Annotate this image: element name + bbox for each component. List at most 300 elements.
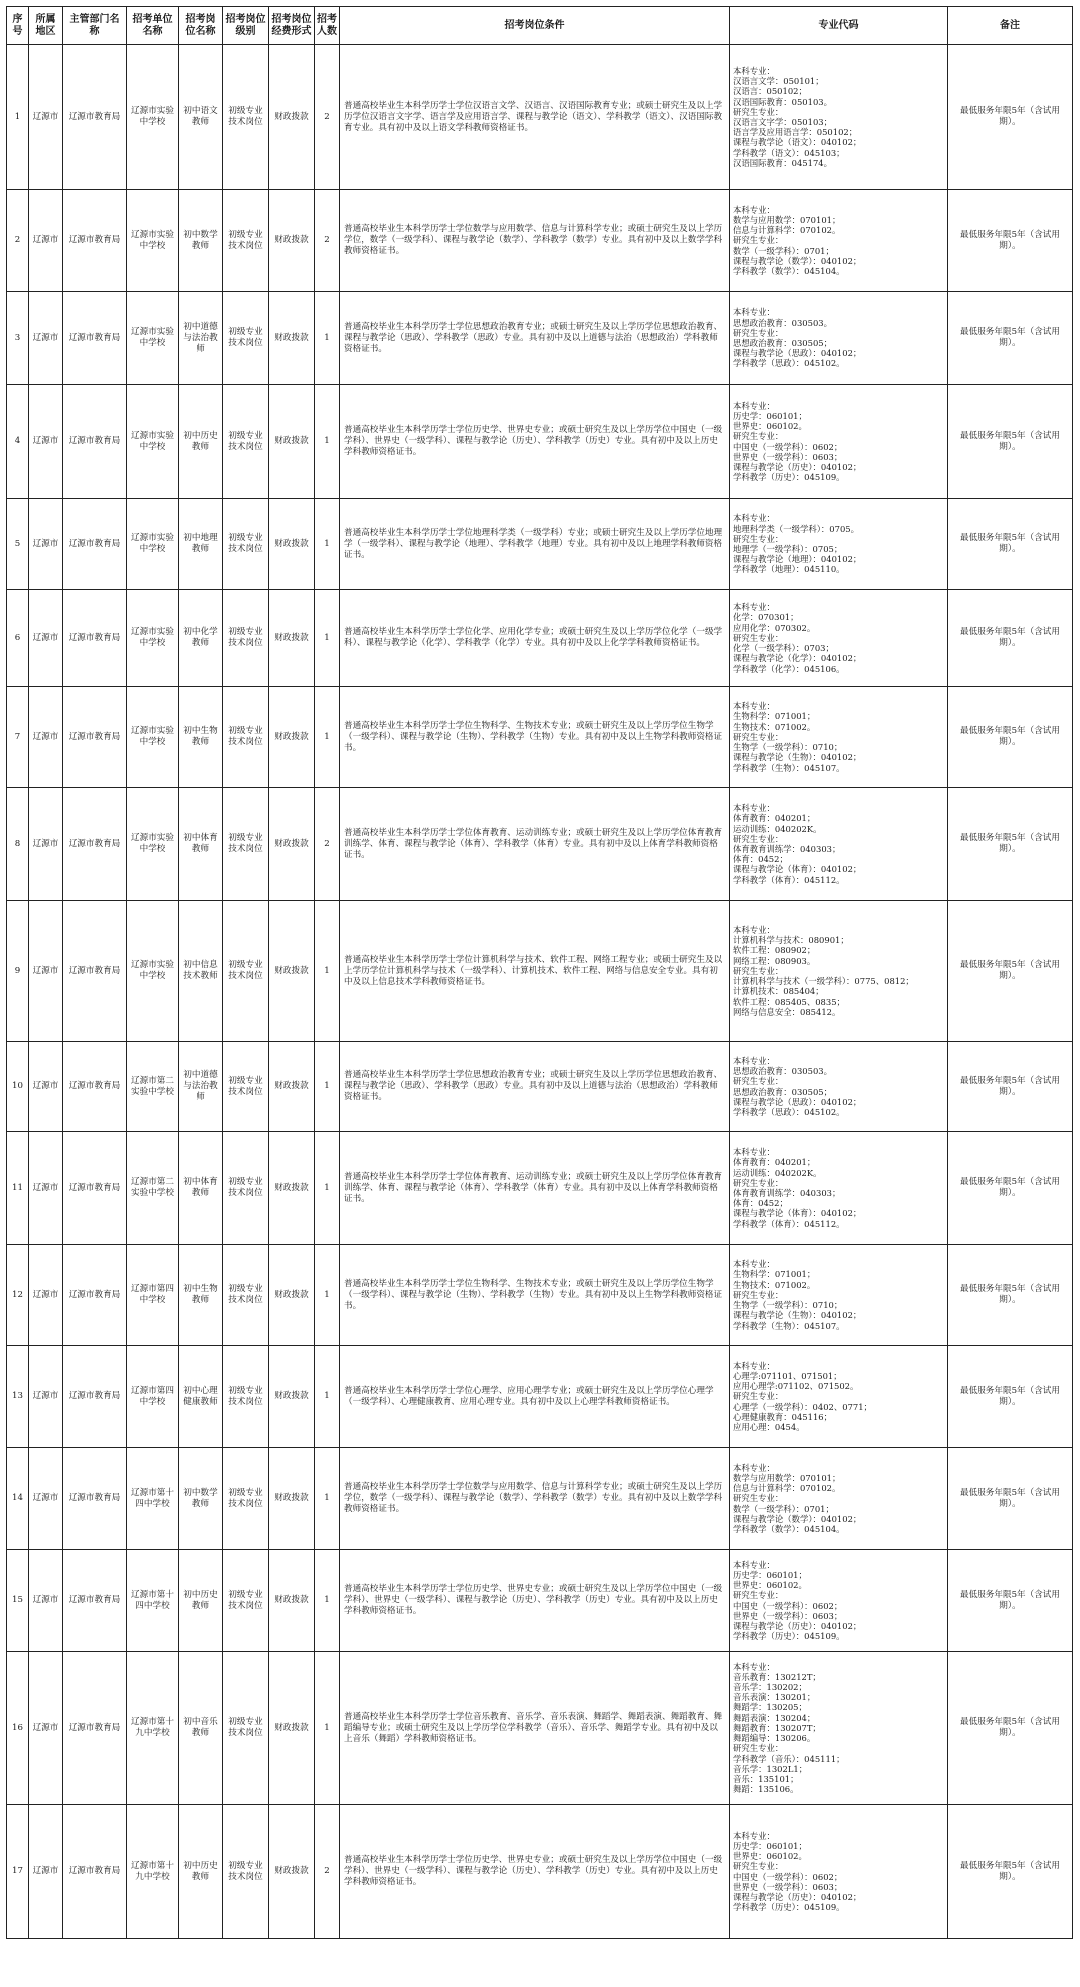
code-line: 体育教育：040201； <box>733 1157 816 1168</box>
cell-post: 初中生物教师 <box>179 1245 223 1346</box>
code-line: 中国史（一级学科）：0602； <box>733 1600 843 1611</box>
cell-codes <box>730 1346 948 1448</box>
code-line: 信息与计算科学：070102。 <box>733 225 841 236</box>
code-line: 研究生专业： <box>733 533 784 544</box>
code-line: 本科专业： <box>733 65 775 76</box>
code-line: 研究生专业： <box>733 1076 784 1087</box>
cell-funding: 财政拨款 <box>269 1805 315 1939</box>
cell-no: 1 <box>7 45 29 190</box>
code-line: 汉语言文学：050101； <box>733 76 824 87</box>
cell-post: 初中生物教师 <box>179 687 223 788</box>
code-line: 运动训练：040202K。 <box>733 823 822 834</box>
cell-dept: 辽源市教育局 <box>63 499 127 590</box>
table-row <box>7 1346 1073 1448</box>
cell-dept: 辽源市教育局 <box>63 590 127 687</box>
code-line: 音乐学：1302L1； <box>733 1763 808 1774</box>
cell-dept: 辽源市教育局 <box>63 901 127 1042</box>
code-line: 运动训练：040202K。 <box>733 1167 822 1178</box>
cell-level: 初级专业技术岗位 <box>223 1550 269 1652</box>
cell-level: 初级专业技术岗位 <box>223 687 269 788</box>
code-line: 研究生专业： <box>733 1861 784 1872</box>
code-line: 体育教育：040201； <box>733 813 816 824</box>
code-line: 汉语言文字学：050103； <box>733 117 832 127</box>
cell-level: 初级专业技术岗位 <box>223 1652 269 1805</box>
cell-level: 初级专业技术岗位 <box>223 1805 269 1939</box>
cell-codes <box>730 1652 948 1805</box>
cell-unit: 辽源市第四中学校 <box>127 1346 179 1448</box>
cell-dept: 辽源市教育局 <box>63 45 127 190</box>
code-line: 历史学：060101； <box>733 1840 807 1851</box>
cell-dept: 辽源市教育局 <box>63 788 127 901</box>
cell-remark: 最低服务年限5年（含试用期）。 <box>948 788 1073 901</box>
cell-funding: 财政拨款 <box>269 901 315 1042</box>
code-line: 应用心理：0454。 <box>733 1422 805 1432</box>
cell-no: 9 <box>7 901 29 1042</box>
code-line: 历史学：060101； <box>733 410 807 421</box>
code-line: 本科专业： <box>733 1830 775 1841</box>
cell-unit: 辽源市实验中学校 <box>127 901 179 1042</box>
code-line: 体育：0452； <box>733 1198 788 1209</box>
header-dept: 主管部门名称 <box>63 7 127 45</box>
cell-region: 辽源市 <box>29 385 63 499</box>
code-line: 学科教学（数学）：045104。 <box>733 266 845 276</box>
cell-codes <box>730 788 948 901</box>
cell-dept: 辽源市教育局 <box>63 1245 127 1346</box>
code-line: 课程与教学论（历史）：040102； <box>733 1891 862 1902</box>
cell-count: 1 <box>315 1346 340 1448</box>
cell-conditions: 普通高校毕业生本科学历学士学位思想政治教育专业；或硕士研究生及以上学历学位思想政治教育、课程与教学论（思政）、学科教学（思政）专业。具有初中及以上道德与法治（思想政治）学科教师资格证书。 <box>340 292 730 385</box>
code-line: 语言学及应用语言学：050102； <box>733 127 858 138</box>
code-line: 舞蹈表演：130204； <box>733 1712 816 1723</box>
cell-no: 5 <box>7 499 29 590</box>
code-line: 学科教学（体育）：045112。 <box>733 1218 845 1229</box>
table-row <box>7 385 1073 499</box>
code-line: 应用心理学:071102、071502。 <box>733 1381 859 1392</box>
cell-funding: 财政拨款 <box>269 687 315 788</box>
cell-level: 初级专业技术岗位 <box>223 190 269 292</box>
cell-post: 初中道德与法治教师 <box>179 292 223 385</box>
cell-dept: 辽源市教育局 <box>63 292 127 385</box>
cell-funding: 财政拨款 <box>269 590 315 687</box>
code-line: 研究生专业： <box>733 632 784 643</box>
cell-region: 辽源市 <box>29 292 63 385</box>
cell-post: 初中体育教师 <box>179 1132 223 1245</box>
table-row <box>7 45 1073 190</box>
cell-region: 辽源市 <box>29 1805 63 1939</box>
table-row <box>7 1550 1073 1652</box>
cell-codes <box>730 901 948 1042</box>
cell-conditions: 普通高校毕业生本科学历学士学位化学、应用化学专业；或硕士研究生及以上学历学位化学（一级学科）、课程与教学论（化学）、学科教学（化学）专业。具有初中及以上化学学科教师资格证书。 <box>340 590 730 687</box>
code-line: 课程与教学论（体育）：040102； <box>733 1208 862 1219</box>
code-line: 研究生专业： <box>733 731 784 742</box>
cell-level: 初级专业技术岗位 <box>223 292 269 385</box>
cell-funding: 财政拨款 <box>269 1346 315 1448</box>
code-line: 本科专业： <box>733 1147 775 1158</box>
cell-level: 初级专业技术岗位 <box>223 1245 269 1346</box>
cell-level: 初级专业技术岗位 <box>223 1346 269 1448</box>
cell-count: 1 <box>315 1245 340 1346</box>
code-line: 地理学（一级学科）：0705； <box>733 544 843 554</box>
code-line: 研究生专业： <box>733 1177 784 1188</box>
cell-level: 初级专业技术岗位 <box>223 590 269 687</box>
cell-level: 初级专业技术岗位 <box>223 1448 269 1550</box>
code-line: 研究生专业： <box>733 1743 784 1754</box>
cell-dept: 辽源市教育局 <box>63 190 127 292</box>
code-line: 本科专业： <box>733 513 775 524</box>
code-line: 体育教育训练学：040303； <box>733 844 841 854</box>
code-line: 音乐表演：130201； <box>733 1692 816 1703</box>
code-line: 课程与教学论（历史）：040102； <box>733 1620 862 1631</box>
cell-post: 初中心理健康教师 <box>179 1346 223 1448</box>
cell-no: 14 <box>7 1448 29 1550</box>
cell-count: 1 <box>315 687 340 788</box>
table-row <box>7 687 1073 788</box>
code-line: 世界史：060102。 <box>733 1851 807 1862</box>
cell-level: 初级专业技术岗位 <box>223 385 269 499</box>
cell-region: 辽源市 <box>29 1448 63 1550</box>
cell-post: 初中体育教师 <box>179 788 223 901</box>
cell-funding: 财政拨款 <box>269 1042 315 1132</box>
table-row <box>7 1132 1073 1245</box>
cell-remark: 最低服务年限5年（含试用期）。 <box>948 292 1073 385</box>
header-unit: 招考单位名称 <box>127 7 179 45</box>
code-line: 体育：0452； <box>733 854 788 865</box>
code-line: 研究生专业： <box>733 833 784 844</box>
cell-unit: 辽源市实验中学校 <box>127 292 179 385</box>
recruitment-table <box>6 6 1073 1939</box>
cell-count: 1 <box>315 385 340 499</box>
code-line: 世界史：060102。 <box>733 421 807 432</box>
cell-remark: 最低服务年限5年（含试用期）。 <box>948 687 1073 788</box>
cell-unit: 辽源市第十四中学校 <box>127 1448 179 1550</box>
code-line: 课程与教学论（地理）：040102； <box>733 554 862 565</box>
cell-conditions: 普通高校毕业生本科学历学士学位体育教育、运动训练专业；或硕士研究生及以上学历学位体育教育训练学、体育、课程与教学论（体育）、学科教学（体育）专业。具有初中及以上体育学科教师资格证书。 <box>340 1132 730 1245</box>
code-line: 化学：070301； <box>733 612 799 623</box>
cell-codes <box>730 590 948 687</box>
code-line: 研究生专业： <box>733 1493 784 1504</box>
cell-codes <box>730 190 948 292</box>
cell-no: 4 <box>7 385 29 499</box>
cell-remark: 最低服务年限5年（含试用期）。 <box>948 45 1073 190</box>
code-line: 世界史（一级学科）：0603； <box>733 1610 843 1621</box>
code-line: 学科教学（历史）：045109。 <box>733 1902 845 1913</box>
table-body <box>7 45 1073 1939</box>
code-line: 学科教学（思政）：045102。 <box>733 358 845 369</box>
table-row <box>7 1805 1073 1939</box>
code-line: 学科教学（生物）：045107。 <box>733 1320 845 1331</box>
cell-region: 辽源市 <box>29 45 63 190</box>
code-line: 本科专业： <box>733 925 775 936</box>
cell-count: 1 <box>315 1550 340 1652</box>
cell-funding: 财政拨款 <box>269 385 315 499</box>
cell-dept: 辽源市教育局 <box>63 385 127 499</box>
code-line: 世界史（一级学科）：0603； <box>733 451 843 462</box>
table-header <box>7 7 1073 45</box>
cell-remark: 最低服务年限5年（含试用期）。 <box>948 1245 1073 1346</box>
cell-remark: 最低服务年限5年（含试用期）。 <box>948 1346 1073 1448</box>
cell-remark: 最低服务年限5年（含试用期）。 <box>948 590 1073 687</box>
code-line: 研究生专业： <box>733 327 784 338</box>
code-line: 本科专业： <box>733 400 775 411</box>
cell-post: 初中语文教师 <box>179 45 223 190</box>
code-line: 本科专业： <box>733 701 775 712</box>
code-line: 心理学:071101、071501； <box>733 1370 842 1381</box>
code-line: 本科专业： <box>733 1055 775 1066</box>
cell-unit: 辽源市第四中学校 <box>127 1245 179 1346</box>
code-line: 心理健康教育：045116； <box>733 1411 832 1422</box>
cell-region: 辽源市 <box>29 190 63 292</box>
cell-codes <box>730 45 948 190</box>
cell-conditions: 普通高校毕业生本科学历学士学位历史学、世界史专业；或硕士研究生及以上学历学位中国史（一级学科）、世界史（一级学科）、课程与教学论（历史）、学科教学（历史）专业。具有初中及以上历史学科教师资格证书。 <box>340 385 730 499</box>
cell-codes <box>730 1550 948 1652</box>
code-line: 研究生专业： <box>733 1391 784 1402</box>
code-line: 汉语国际教育：045174。 <box>733 157 832 168</box>
code-line: 网络工程：080903。 <box>733 955 816 966</box>
cell-conditions: 普通高校毕业生本科学历学士学位汉语言文学、汉语言、汉语国际教育专业；或硕士研究生及以上学历学位汉语言文字学、语言学及应用语言学、课程与教学论（语文）、学科教学（语文）、汉语国际教育专业。具有初中及以上语文学科教师资格证书。 <box>340 45 730 190</box>
code-line: 课程与教学论（数学）：040102； <box>733 255 862 266</box>
table-row <box>7 1245 1073 1346</box>
cell-post: 初中信息技术教师 <box>179 901 223 1042</box>
cell-conditions: 普通高校毕业生本科学历学士学位音乐教育、音乐学、音乐表演、舞蹈学、舞蹈表演、舞蹈教育、舞蹈编导专业；或硕士研究生及以上学历学位学科教学（音乐）、音乐学、舞蹈学专业。具有初中及以上音乐（舞蹈）学科教师资格证书。 <box>340 1652 730 1805</box>
cell-dept: 辽源市教育局 <box>63 1042 127 1132</box>
cell-funding: 财政拨款 <box>269 1132 315 1245</box>
code-line: 学科教学（音乐）：045111； <box>733 1753 845 1764</box>
code-line: 本科专业： <box>733 1559 775 1570</box>
code-line: 舞蹈学：130205； <box>733 1702 807 1713</box>
code-line: 课程与教学论（化学）：040102； <box>733 653 862 664</box>
cell-codes <box>730 1805 948 1939</box>
cell-count: 1 <box>315 1132 340 1245</box>
code-line: 音乐教育：130212T； <box>733 1671 821 1682</box>
code-line: 计算机技术：085404； <box>733 986 824 997</box>
cell-region: 辽源市 <box>29 1346 63 1448</box>
cell-no: 15 <box>7 1550 29 1652</box>
cell-remark: 最低服务年限5年（含试用期）。 <box>948 901 1073 1042</box>
cell-region: 辽源市 <box>29 1245 63 1346</box>
code-line: 历史学：060101； <box>733 1569 807 1580</box>
code-line: 本科专业： <box>733 602 775 613</box>
code-line: 中国史（一级学科）：0602； <box>733 441 843 452</box>
cell-dept: 辽源市教育局 <box>63 687 127 788</box>
code-line: 思想政治教育：030503。 <box>733 1066 832 1077</box>
cell-count: 1 <box>315 590 340 687</box>
cell-count: 2 <box>315 788 340 901</box>
table-row <box>7 1652 1073 1805</box>
cell-conditions: 普通高校毕业生本科学历学士学位体育教育、运动训练专业；或硕士研究生及以上学历学位体育教育训练学、体育、课程与教学论（体育）、学科教学（体育）专业。具有初中及以上体育学科教师资格证书。 <box>340 788 730 901</box>
header-level: 招考岗位级别 <box>223 7 269 45</box>
cell-remark: 最低服务年限5年（含试用期）。 <box>948 1042 1073 1132</box>
cell-unit: 辽源市第二实验中学校 <box>127 1132 179 1245</box>
cell-conditions: 普通高校毕业生本科学历学士学位历史学、世界史专业；或硕士研究生及以上学历学位中国史（一级学科）、世界史（一级学科）、课程与教学论（历史）、学科教学（历史）专业。具有初中及以上历史学科教师资格证书。 <box>340 1550 730 1652</box>
cell-conditions: 普通高校毕业生本科学历学士学位数学与应用数学、信息与计算科学专业；或硕士研究生及以上学历学位，数学（一级学科）、课程与教学论（数学）、学科教学（数学）专业。具有初中及以上数学学科教师资格证书。 <box>340 1448 730 1550</box>
cell-post: 初中化学教师 <box>179 590 223 687</box>
header-row <box>7 7 1073 45</box>
code-line: 学科教学（生物）：045107。 <box>733 762 845 773</box>
cell-dept: 辽源市教育局 <box>63 1550 127 1652</box>
code-line: 研究生专业： <box>733 1289 784 1300</box>
cell-conditions: 普通高校毕业生本科学历学士学位生物科学、生物技术专业；或硕士研究生及以上学历学位生物学（一级学科）、课程与教学论（生物）、学科教学（生物）专业。具有初中及以上生物学科教师资格证书。 <box>340 1245 730 1346</box>
code-line: 心理学（一级学科）：0402、0771； <box>733 1401 872 1412</box>
header-count: 招考人数 <box>315 7 340 45</box>
code-line: 软件工程：080902； <box>733 945 816 956</box>
cell-unit: 辽源市第十九中学校 <box>127 1805 179 1939</box>
cell-level: 初级专业技术岗位 <box>223 788 269 901</box>
code-line: 学科教学（历史）：045109。 <box>733 1631 845 1642</box>
cell-dept: 辽源市教育局 <box>63 1805 127 1939</box>
header-remark: 备注 <box>948 7 1073 45</box>
table-row <box>7 499 1073 590</box>
cell-no: 13 <box>7 1346 29 1448</box>
cell-unit: 辽源市实验中学校 <box>127 590 179 687</box>
cell-no: 6 <box>7 590 29 687</box>
cell-level: 初级专业技术岗位 <box>223 1132 269 1245</box>
cell-funding: 财政拨款 <box>269 788 315 901</box>
cell-remark: 最低服务年限5年（含试用期）。 <box>948 1132 1073 1245</box>
code-line: 本科专业： <box>733 803 775 814</box>
code-line: 本科专业： <box>733 1360 775 1371</box>
cell-codes <box>730 1042 948 1132</box>
cell-unit: 辽源市实验中学校 <box>127 788 179 901</box>
code-line: 计算机科学与技术（一级学科）：0775、0812； <box>733 976 914 987</box>
cell-dept: 辽源市教育局 <box>63 1448 127 1550</box>
code-line: 学科教学（数学）：045104。 <box>733 1524 845 1534</box>
cell-post: 初中道德与法治教师 <box>179 1042 223 1132</box>
code-line: 本科专业： <box>733 1462 775 1473</box>
cell-post: 初中历史教师 <box>179 1550 223 1652</box>
cell-unit: 辽源市实验中学校 <box>127 45 179 190</box>
code-line: 思想政治教育：030505； <box>733 1086 832 1097</box>
cell-unit: 辽源市实验中学校 <box>127 687 179 788</box>
code-line: 数学（一级学科）：0701； <box>733 1503 834 1514</box>
cell-no: 12 <box>7 1245 29 1346</box>
code-line: 数学与应用数学：070101； <box>733 1472 841 1483</box>
cell-unit: 辽源市第十九中学校 <box>127 1652 179 1805</box>
cell-remark: 最低服务年限5年（含试用期）。 <box>948 1652 1073 1805</box>
code-line: 课程与教学论（体育）：040102； <box>733 864 862 875</box>
code-line: 计算机科学与技术：080901； <box>733 935 849 946</box>
cell-funding: 财政拨款 <box>269 292 315 385</box>
cell-count: 1 <box>315 499 340 590</box>
cell-region: 辽源市 <box>29 687 63 788</box>
cell-level: 初级专业技术岗位 <box>223 1042 269 1132</box>
cell-no: 3 <box>7 292 29 385</box>
code-line: 学科教学（思政）：045102。 <box>733 1106 845 1117</box>
cell-funding: 财政拨款 <box>269 45 315 190</box>
code-line: 生物学（一级学科）：0710； <box>733 742 843 753</box>
code-line: 化学（一级学科）：0703； <box>733 643 834 654</box>
code-line: 学科教学（历史）：045109。 <box>733 472 845 483</box>
cell-conditions: 普通高校毕业生本科学历学士学位计算机科学与技术、软件工程、网络工程专业；或硕士研究生及以上学历学位计算机科学与技术（一级学科）、计算机技术、软件工程、网络与信息安全专业。具有初中及以上信息技术学科教师资格证书。 <box>340 901 730 1042</box>
cell-codes <box>730 1245 948 1346</box>
code-line: 中国史（一级学科）：0602； <box>733 1871 843 1882</box>
table-row <box>7 292 1073 385</box>
code-line: 汉语言：050102； <box>733 86 807 97</box>
cell-dept: 辽源市教育局 <box>63 1346 127 1448</box>
code-line: 本科专业： <box>733 1661 775 1672</box>
code-line: 生物科学：071001； <box>733 711 816 722</box>
table-row <box>7 190 1073 292</box>
code-line: 世界史（一级学科）：0603； <box>733 1881 843 1892</box>
cell-no: 7 <box>7 687 29 788</box>
cell-region: 辽源市 <box>29 1132 63 1245</box>
code-line: 地理科学类（一级学科）：0705。 <box>733 523 859 534</box>
code-line: 学科教学（体育）：045112。 <box>733 874 845 885</box>
cell-codes <box>730 385 948 499</box>
cell-count: 2 <box>315 190 340 292</box>
cell-count: 1 <box>315 1042 340 1132</box>
cell-unit: 辽源市第二实验中学校 <box>127 1042 179 1132</box>
cell-remark: 最低服务年限5年（含试用期）。 <box>948 1448 1073 1550</box>
code-line: 数学（一级学科）：0701； <box>733 245 834 256</box>
code-line: 研究生专业： <box>733 1590 784 1601</box>
code-line: 课程与教学论（数学）：040102； <box>733 1513 862 1524</box>
code-line: 学科教学（地理）：045110。 <box>733 564 845 575</box>
code-line: 本科专业： <box>733 1259 775 1270</box>
code-line: 音乐：135101； <box>733 1773 799 1784</box>
code-line: 数学与应用数学：070101； <box>733 214 841 225</box>
cell-region: 辽源市 <box>29 1652 63 1805</box>
cell-region: 辽源市 <box>29 901 63 1042</box>
code-line: 生物技术：071002。 <box>733 1279 816 1290</box>
cell-count: 1 <box>315 1652 340 1805</box>
table-row <box>7 590 1073 687</box>
cell-codes <box>730 687 948 788</box>
code-line: 研究生专业： <box>733 106 784 117</box>
code-line: 课程与教学论（生物）：040102； <box>733 752 862 763</box>
cell-conditions: 普通高校毕业生本科学历学士学位生物科学、生物技术专业；或硕士研究生及以上学历学位生物学（一级学科）、课程与教学论（生物）、学科教学（生物）专业。具有初中及以上生物学科教师资格证书。 <box>340 687 730 788</box>
header-conditions: 招考岗位条件 <box>340 7 730 45</box>
cell-remark: 最低服务年限5年（含试用期）。 <box>948 385 1073 499</box>
code-line: 研究生专业： <box>733 965 784 976</box>
code-line: 软件工程：085405、0835； <box>733 996 845 1007</box>
cell-dept: 辽源市教育局 <box>63 1132 127 1245</box>
cell-level: 初级专业技术岗位 <box>223 499 269 590</box>
cell-codes <box>730 499 948 590</box>
code-line: 研究生专业： <box>733 431 784 442</box>
header-post: 招考岗位名称 <box>179 7 223 45</box>
table-row <box>7 788 1073 901</box>
table-row <box>7 901 1073 1042</box>
code-line: 信息与计算科学：070102。 <box>733 1483 841 1494</box>
header-codes: 专业代码 <box>730 7 948 45</box>
table-row <box>7 1448 1073 1550</box>
cell-funding: 财政拨款 <box>269 1245 315 1346</box>
code-line: 舞蹈教育：130207T； <box>733 1722 821 1733</box>
code-line: 课程与教学论（历史）：040102； <box>733 461 862 472</box>
cell-region: 辽源市 <box>29 788 63 901</box>
code-line: 网络与信息安全：085412。 <box>733 1006 841 1017</box>
header-region: 所属地区 <box>29 7 63 45</box>
cell-level: 初级专业技术岗位 <box>223 901 269 1042</box>
cell-codes <box>730 1448 948 1550</box>
cell-post: 初中音乐教师 <box>179 1652 223 1805</box>
cell-post: 初中历史教师 <box>179 385 223 499</box>
cell-count: 1 <box>315 901 340 1042</box>
code-line: 学科教学（语文）：045103； <box>733 147 845 158</box>
code-line: 本科专业： <box>733 204 775 215</box>
cell-no: 16 <box>7 1652 29 1805</box>
cell-conditions: 普通高校毕业生本科学历学士学位思想政治教育专业；或硕士研究生及以上学历学位思想政治教育、课程与教学论（思政）、学科教学（思政）专业。具有初中及以上道德与法治（思想政治）学科教师资格证书。 <box>340 1042 730 1132</box>
code-line: 课程与教学论（思政）：040102； <box>733 348 862 359</box>
cell-unit: 辽源市实验中学校 <box>127 190 179 292</box>
cell-funding: 财政拨款 <box>269 190 315 292</box>
header-no: 序号 <box>7 7 29 45</box>
cell-no: 8 <box>7 788 29 901</box>
cell-remark: 最低服务年限5年（含试用期）。 <box>948 1805 1073 1939</box>
cell-post: 初中地理教师 <box>179 499 223 590</box>
cell-post: 初中数学教师 <box>179 1448 223 1550</box>
code-line: 本科专业： <box>733 307 775 318</box>
